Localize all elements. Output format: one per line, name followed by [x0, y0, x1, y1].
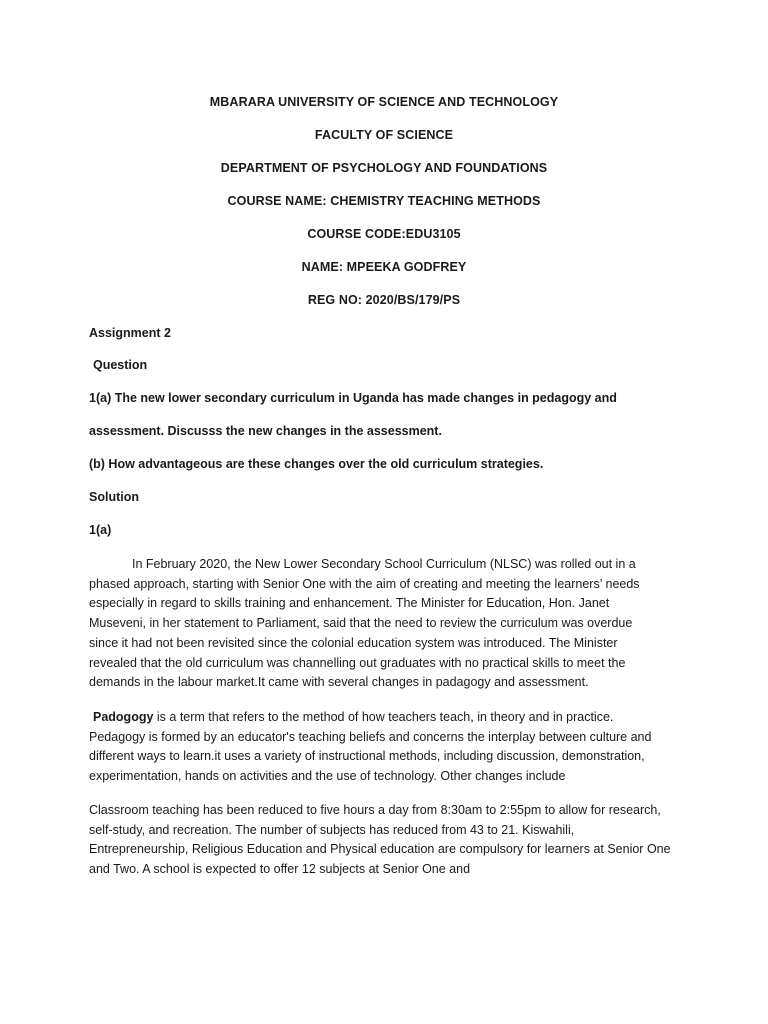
solution-label: Solution: [89, 490, 139, 504]
paragraph-nlsc-intro: [89, 555, 689, 693]
paragraph-line: and Two. A school is expected to offer 12 subjects at Senior One and: [89, 862, 471, 877]
assignment-title: Assignment 2: [89, 326, 171, 340]
reg-number: REG NO: 2020/BS/179/PS: [307, 293, 461, 307]
pedagogy-definition: is a term that refers to the method of how teachers teach, in theory and in practice.: [153, 710, 614, 724]
paragraph-line: Classroom teaching has been reduced to five hours a day from 8:30am to 2:55pm to allow for research,: [89, 803, 661, 817]
pedagogy-term: Padogogy: [93, 710, 154, 724]
paragraph-line: self-study, and recreation. The number of subjects has reduced from 43 to 21. Kiswahili,: [89, 822, 575, 837]
university-heading: MBARARA UNIVERSITY OF SCIENCE AND TECHNOLOGY: [209, 95, 559, 109]
paragraph-line: phased approach, starting with Senior One with the aim of creating and meeting the learners’ needs: [89, 576, 640, 591]
paragraph-line: demands in the labour market.It came with several changes in padagogy and assessment.: [89, 675, 589, 690]
paragraph-classroom-changes: [89, 801, 689, 880]
paragraph-line: Pedagogy is formed by an educator's teaching beliefs and concerns the interplay between culture and: [89, 729, 652, 744]
paragraph-pedagogy: [89, 708, 689, 787]
paragraph-line: Museveni, in her statement to Parliament, said that the need to review the curriculum was overdue: [89, 616, 633, 631]
question-1a-line2: assessment. Discusss the new changes in the assessment.: [89, 424, 442, 438]
question-1a-line1: 1(a) The new lower secondary curriculum in Uganda has made changes in pedagogy and: [89, 391, 617, 405]
paragraph-line: [89, 708, 689, 728]
paragraph-line: In February 2020, the New Lower Secondary School Curriculum (NLSC) was rolled out in a: [132, 557, 636, 571]
paragraph-line: revealed that the old curriculum was channelling out graduates with no practical skills to meet the: [89, 655, 626, 670]
question-label: Question: [93, 358, 148, 372]
student-name: NAME: MPEEKA GODFREY: [301, 260, 467, 274]
question-1b: (b) How advantageous are these changes over the old curriculum strategies.: [89, 457, 544, 471]
department-heading: DEPARTMENT OF PSYCHOLOGY AND FOUNDATIONS: [220, 161, 548, 175]
paragraph-line: since it had not been revisited since the colonial education system was introduced. The Minister: [89, 635, 618, 650]
faculty-heading: FACULTY OF SCIENCE: [314, 128, 454, 142]
course-code: COURSE CODE:EDU3105: [307, 227, 461, 241]
paragraph-line: especially in regard to skills training and enhancement. The Minister for Education, Hon. Janet: [89, 596, 610, 611]
paragraph-line: experimentation, hands on activities and the use of technology. Other changes include: [89, 769, 566, 784]
paragraph-line: Entrepreneurship, Religious Education and Physical education are compulsory for learners at Senior One: [89, 842, 671, 857]
course-name: COURSE NAME: CHEMISTRY TEACHING METHODS: [227, 194, 541, 208]
solution-number: 1(a): [89, 523, 112, 537]
paragraph-line: different ways to learn.it uses a variety of instructional methods, including discussion, demonstration,: [89, 749, 645, 764]
